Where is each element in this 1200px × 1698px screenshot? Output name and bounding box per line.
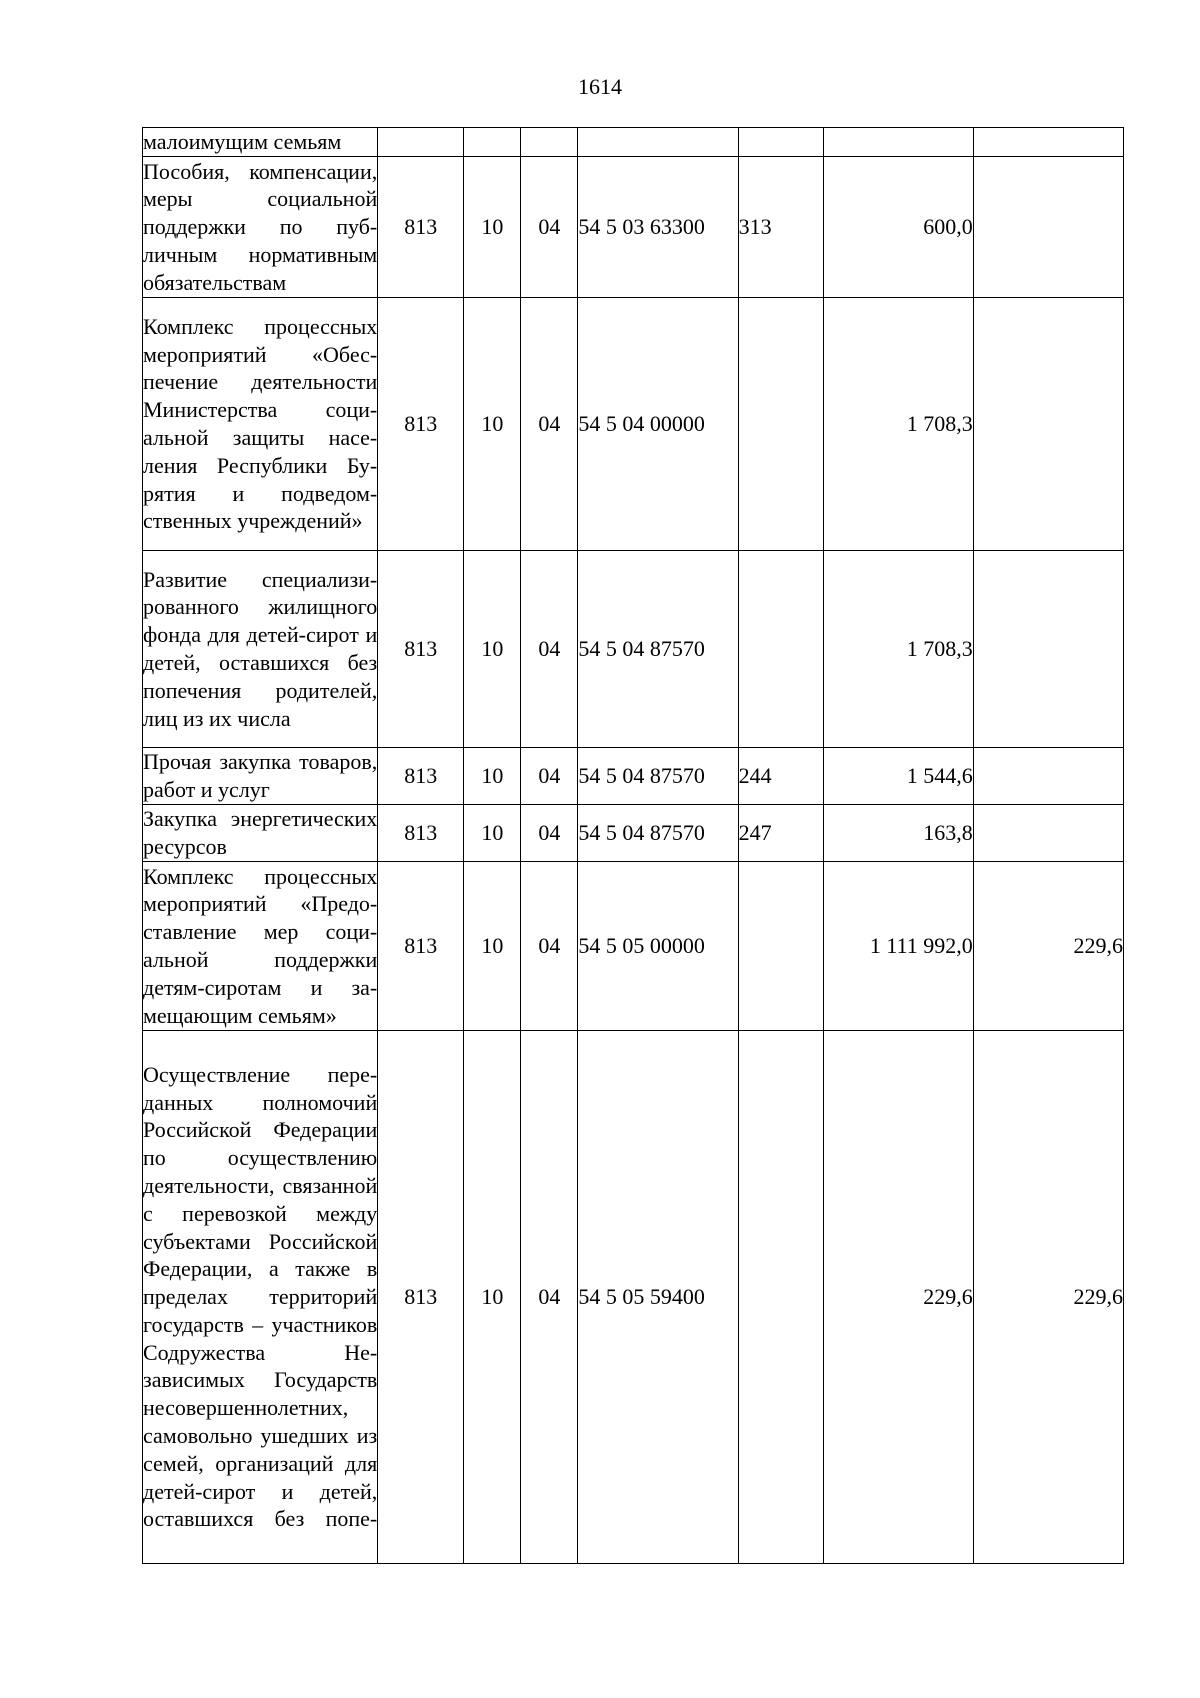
amount-cell: 229,6 <box>823 1031 973 1564</box>
subsection-cell: 04 <box>521 805 578 862</box>
page-number: 1614 <box>578 74 622 99</box>
table-row <box>143 157 1124 298</box>
row-name: Комплекс процессных мероприятий «Обеспечение деятельности Министерства социальной защиты населения Республики Бурятия и подведомственных учреждений» <box>143 298 378 551</box>
federal-amount-cell <box>973 157 1123 298</box>
row-name: Комплекс процессных мероприятий «Предоставление мер социальной поддержки детям-сиротам и замещающим семьям» <box>143 862 378 1031</box>
expense-type-cell <box>738 1031 823 1564</box>
section-cell: 10 <box>464 551 521 748</box>
target-article-cell: 54 5 04 87570 <box>578 805 738 862</box>
row-name: Развитие специализированного жилищного фонда для детей-сирот и детей, оставшихся без попечения родителей, лиц из их числа <box>143 551 378 748</box>
amount-cell: 1 111 992,0 <box>823 862 973 1031</box>
expense-type-cell: 313 <box>738 157 823 298</box>
row-name: малоимущим семьям <box>143 128 378 157</box>
section-cell: 10 <box>464 748 521 805</box>
section-cell: 10 <box>464 805 521 862</box>
amount-cell: 163,8 <box>823 805 973 862</box>
grbs-cell <box>378 128 464 157</box>
grbs-cell: 813 <box>378 862 464 1031</box>
row-name: Закупка энергетических ресурсов <box>143 805 378 862</box>
target-article-cell: 54 5 04 00000 <box>578 298 738 551</box>
grbs-cell: 813 <box>378 551 464 748</box>
row-name: Пособия, компенсации, меры социальной поддержки по публичным нормативным обязательствам <box>143 157 378 298</box>
table-row <box>143 551 1124 748</box>
section-cell: 10 <box>464 1031 521 1564</box>
amount-cell: 1 708,3 <box>823 298 973 551</box>
federal-amount-cell: 229,6 <box>973 1031 1123 1564</box>
grbs-cell: 813 <box>378 748 464 805</box>
row-name: Осуществление переданных полномочий Российской Федерации по осуществлению деятельности, связанной с перевозкой между субъектами Российской Федерации, а также в пределах территорий государств – участников Содружества Независимых Государств несовершеннолетних, самовольно ушедших из семей, организаций для детей-сирот и детей, оставшихся без попе- <box>143 1031 378 1564</box>
target-article-cell <box>578 128 738 157</box>
federal-amount-cell <box>973 805 1123 862</box>
federal-amount-cell <box>973 748 1123 805</box>
target-article-cell: 54 5 04 87570 <box>578 748 738 805</box>
subsection-cell: 04 <box>521 862 578 1031</box>
table-row <box>143 805 1124 862</box>
subsection-cell: 04 <box>521 551 578 748</box>
table-row <box>143 748 1124 805</box>
table-row <box>143 1031 1124 1564</box>
grbs-cell: 813 <box>378 805 464 862</box>
expense-type-cell <box>738 551 823 748</box>
subsection-cell: 04 <box>521 298 578 551</box>
row-name: Прочая закупка товаров, работ и услуг <box>143 748 378 805</box>
amount-cell: 600,0 <box>823 157 973 298</box>
federal-amount-cell: 229,6 <box>973 862 1123 1031</box>
amount-cell: 1 708,3 <box>823 551 973 748</box>
grbs-cell: 813 <box>378 1031 464 1564</box>
expense-type-cell: 247 <box>738 805 823 862</box>
grbs-cell: 813 <box>378 157 464 298</box>
federal-amount-cell <box>973 551 1123 748</box>
target-article-cell: 54 5 03 63300 <box>578 157 738 298</box>
section-cell: 10 <box>464 157 521 298</box>
grbs-cell: 813 <box>378 298 464 551</box>
expense-type-cell: 244 <box>738 748 823 805</box>
target-article-cell: 54 5 05 00000 <box>578 862 738 1031</box>
subsection-cell: 04 <box>521 157 578 298</box>
table-row <box>143 298 1124 551</box>
section-cell: 10 <box>464 862 521 1031</box>
federal-amount-cell <box>973 128 1123 157</box>
expense-type-cell <box>738 298 823 551</box>
subsection-cell: 04 <box>521 748 578 805</box>
section-cell: 10 <box>464 298 521 551</box>
expense-type-cell <box>738 128 823 157</box>
table-row <box>143 128 1124 157</box>
amount-cell <box>823 128 973 157</box>
subsection-cell: 04 <box>521 1031 578 1564</box>
target-article-cell: 54 5 04 87570 <box>578 551 738 748</box>
section-cell <box>464 128 521 157</box>
amount-cell: 1 544,6 <box>823 748 973 805</box>
subsection-cell <box>521 128 578 157</box>
target-article-cell: 54 5 05 59400 <box>578 1031 738 1564</box>
federal-amount-cell <box>973 298 1123 551</box>
expense-type-cell <box>738 862 823 1031</box>
table-row <box>143 862 1124 1031</box>
budget-table <box>142 127 1124 1564</box>
